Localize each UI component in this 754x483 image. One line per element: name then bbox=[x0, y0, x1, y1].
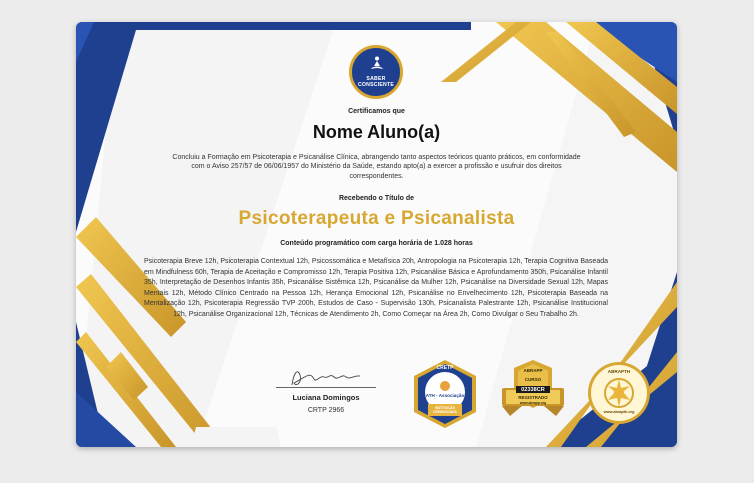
seal-line-2: CONSCIENTE bbox=[357, 82, 394, 88]
signer-name: Luciana Domingos bbox=[292, 393, 360, 402]
certify-label: Certificamos que bbox=[348, 108, 405, 115]
signer-registration: CRTP 2966 bbox=[307, 407, 345, 414]
abrapp-label: CURSO bbox=[524, 377, 542, 382]
student-name: Nome Aluno(a) bbox=[312, 122, 441, 142]
program-label: Conteúdo programático com carga horária de 1.028 horas bbox=[280, 240, 473, 247]
certificate-card bbox=[76, 22, 677, 447]
abrapp-status: REGISTRADO bbox=[518, 395, 548, 400]
seal-line-1: SABER bbox=[366, 76, 386, 82]
meditation-icon bbox=[371, 56, 383, 70]
cretp-badge bbox=[410, 358, 480, 430]
signature-line bbox=[276, 387, 376, 388]
cretp-top: CRETP bbox=[436, 365, 454, 371]
degree-title: Psicoterapeuta e Psicanalista bbox=[238, 208, 515, 229]
signature-image bbox=[284, 365, 364, 389]
abrapp-top: ABRAPP bbox=[523, 368, 543, 373]
cretp-name: ATH - Associação bbox=[425, 393, 465, 398]
abrapp-site: www.abrapp.org bbox=[519, 401, 547, 405]
cretp-bottom: INSTITUIÇÃO CREDENCIADA bbox=[433, 406, 457, 414]
receiving-label: Recebendo o Título de bbox=[338, 195, 415, 202]
institution-seal bbox=[349, 45, 403, 99]
abrapth-site: www.abrapth.org bbox=[603, 410, 635, 414]
completion-paragraph: Concluiu a Formação em Psicoterapia e Psicanálise Clínica, abrangendo tanto aspectos teóricos quanto práticos, em conformidade com o Aviso 257/57 de 06/06/1957 do Ministério da Saúde, estando apto(a) a exercer a profissão e usufruir dos direitos correspondentes. bbox=[172, 154, 581, 180]
abrapth-badge bbox=[586, 360, 652, 426]
certificate-content bbox=[76, 22, 677, 447]
abrapp-badge bbox=[494, 358, 572, 424]
abrapp-code: 02338CR bbox=[521, 386, 545, 393]
abrapth-top: ABRAPTH bbox=[607, 369, 631, 374]
modules-list: Psicoterapia Breve 12h, Psicoterapia Contextual 12h, Psicossomática e Metafísica 20h, Antropologia na Psicoterapia 12h, Terapia Cognitiva Baseada em Mindfulness 60h, Terapia de Aceitação e Compromisso 12h, Terapia Positiva 12h, Psicanálise Básica e Aprofundamento 350h, Psicanálise Infantil 35h, Interpretação de Desenhos Infantis 35h, Psicanálise Sistêmica 12h, Psicanálise da Mulher 12h, Psicanálise na Diversidade Sexual 12h, Mapas Mentais 12h, Método Clínico Centrado na Pessoa 12h, Herança Emocional 12h, Psicanálise no Envelhecimento 12h, Psicoterapia Baseada na Mentalização 12h, Psicoterapia Regressão TVP 200h, Estudos de Caso - Supervisão 130h, Psicanalista Palestrante 12h, Psicanálise Institucional 12h, Psicanálise Organizacional 12h, Técnicas de Atendimento 2h, Como Começar na Área 2h, Como Divulgar o Seu Trabalho 2h. bbox=[144, 258, 608, 318]
